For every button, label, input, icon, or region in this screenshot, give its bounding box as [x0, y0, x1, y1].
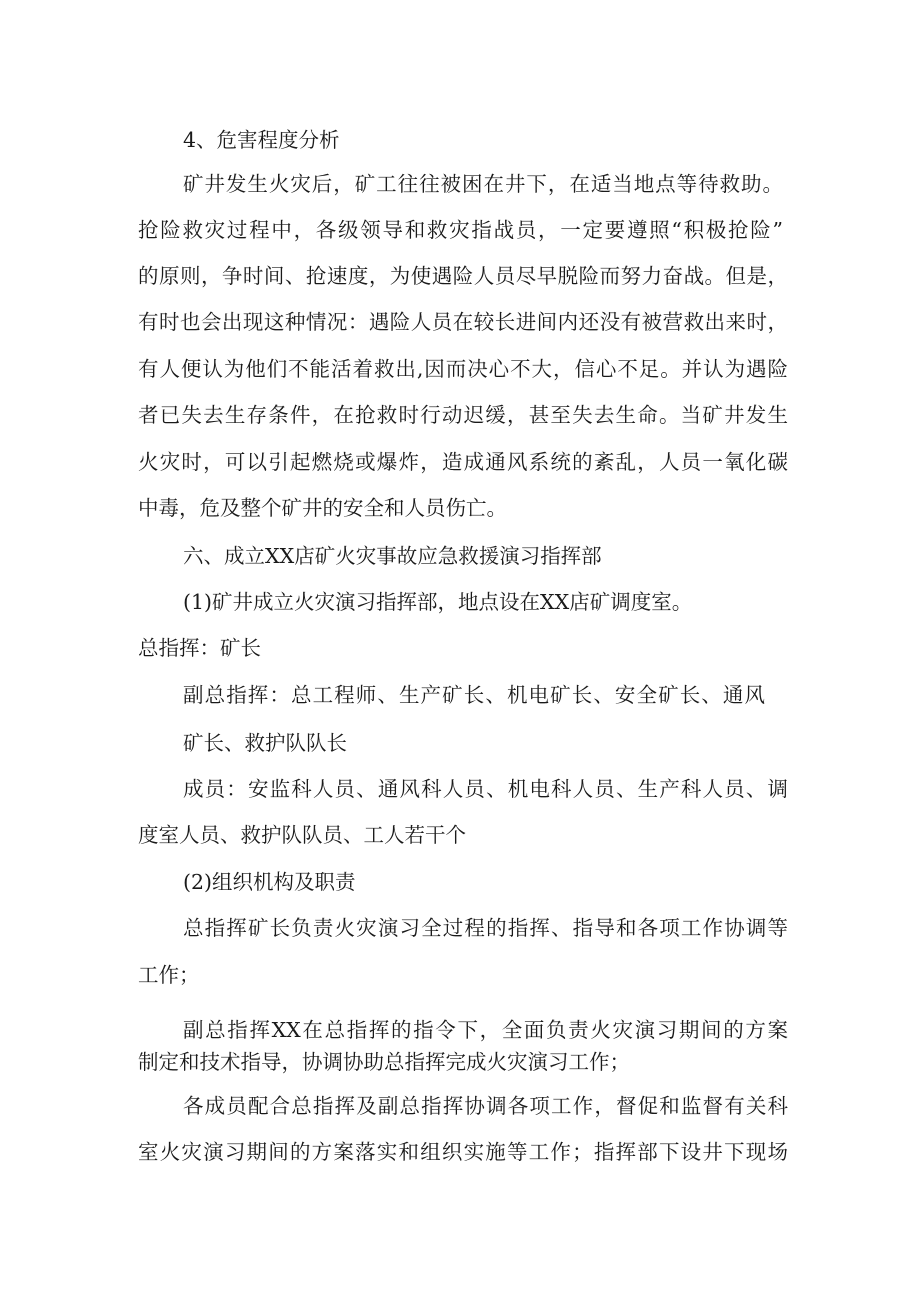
list-item-continuation: 度室人员、救护队队员、工人若干个 — [138, 823, 466, 847]
section-heading: 六、成立XX店矿火灾事故应急救援演习指挥部 — [183, 544, 602, 568]
subsection-heading: (1)矿井成立火灾演习指挥部，地点设在XX店矿调度室。 — [183, 590, 693, 614]
list-item-continuation: 矿长、救护队队长 — [183, 731, 347, 755]
paragraph-line: 室火灾演习期间的方案落实和组织实施等工作；指挥部下设井下现场 — [138, 1140, 788, 1164]
paragraph-line: 矿井发生火灾后，矿工往往被困在井下，在适当地点等待救助。 — [183, 172, 783, 196]
paragraph-line: 总指挥矿长负责火灾演习全过程的指挥、指导和各项工作协调等 — [183, 916, 788, 940]
paragraph-line: 工作； — [138, 963, 200, 987]
paragraph-line: 者已失去生存条件，在抢救时行动迟缓，甚至失去生命。当矿井发生 — [138, 403, 788, 427]
paragraph-line: 火灾时，可以引起燃烧或爆炸，造成通风系统的紊乱，人员一氧化碳 — [138, 450, 788, 474]
paragraph-line: 制定和技术指导，协调协助总指挥完成火灾演习工作； — [138, 1050, 630, 1074]
list-item: 成员：安监科人员、通风科人员、机电科人员、生产科人员、调 — [183, 777, 788, 801]
paragraph-line: 副总指挥XX在总指挥的指令下，全面负责火灾演习期间的方案 — [183, 1018, 788, 1042]
paragraph-line: 有人便认为他们不能活着救出,因而决心不大，信心不足。并认为遇险 — [138, 357, 788, 381]
section-heading: 4、危害程度分析 — [183, 128, 340, 152]
paragraph-line: 的原则，争时间、抢速度，为使遇险人员尽早脱险而努力奋战。但是， — [138, 264, 788, 288]
paragraph-line: 抢险救灾过程中，各级领导和救灾指战员，一定要遵照“积极抢险” — [138, 218, 783, 242]
paragraph-line: 各成员配合总指挥及副总指挥协调各项工作，督促和监督有关科 — [183, 1094, 788, 1118]
list-item: 总指挥：矿长 — [138, 636, 261, 660]
paragraph-line: 中毒，危及整个矿井的安全和人员伤亡。 — [138, 496, 507, 520]
paragraph-line: 有时也会出现这种情况：遇险人员在较长进间内还没有被营救出来时， — [138, 310, 788, 334]
subsection-heading: (2)组织机构及职责 — [183, 870, 356, 894]
list-item: 副总指挥：总工程师、生产矿长、机电矿长、安全矿长、通风 — [183, 683, 765, 707]
